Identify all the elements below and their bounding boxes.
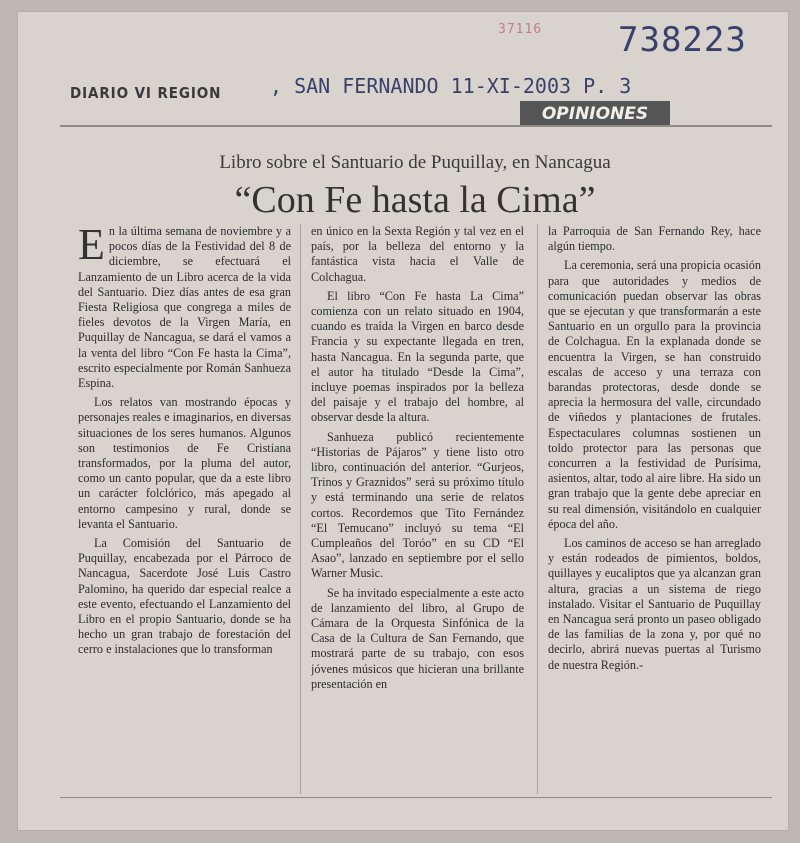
header-rule [60, 125, 772, 127]
article-column-1 [78, 224, 291, 794]
article-body [78, 224, 768, 794]
drop-cap: E [78, 224, 105, 269]
handwritten-date-page: , SAN FERNANDO 11-XI-2003 P. 3 [270, 74, 632, 98]
newspaper-name: DIARIO VI REGION [70, 84, 222, 102]
handwritten-archive-number: 738223 [618, 20, 747, 60]
paragraph: El libro “Con Fe hasta La Cima” comienza con un relato situado en 1904, cuando es traída la Virgen en barco desde Francia y su expectante llegada en tren, hasta Nancagua. En la segunda parte, que el autor ha titulado “Desde la Cima”, incluye poemas inspirados por la belleza del paisaje y el trabajo del hombre, al observar desde la altura. [311, 288, 524, 425]
paragraph: Sanhueza publicó recientemente “Historias de Pájaros” y tiene listo otro libro, continuación del anterior. “Gurjeos, Trinos y Graznidos” será su próximo título y está terminando una serie de relatos cortos. Recordemos que Tito Fernández “El Temucano” incluyó su tema “El Cumpleaños del Toróo” en su CD “El Asao”, lanzado en septiembre por el sello Warner Music. [311, 429, 524, 581]
handwritten-archive-number-small: 37116 [498, 22, 543, 37]
paragraph: en único en la Sexta Región y tal vez en el país, por la belleza del entorno y la fantástica vista hacia el Valle de Colchagua. [311, 224, 524, 284]
paragraph: Los caminos de acceso se han arreglado y están rodeados de pimientos, boldos, quillayes y eucaliptos que ya alcanzan gran altura, gracias a un sistema de riego instalado. Visitar el Santuario de Puquillay en Nancagua será pronto un paseo obligado de las familias de la zona y, por qué no decirlo, abrirá nuevas puertas al Turismo de nuestra Región.- [548, 536, 761, 672]
article-kicker: Libro sobre el Santuario de Puquillay, en Nancagua [219, 152, 611, 173]
paragraph: la Parroquia de San Fernando Rey, hace algún tiempo. [548, 224, 761, 254]
article-headline: “Con Fe hasta la Cima” [234, 179, 596, 221]
column-divider [300, 224, 301, 794]
footer-rule [60, 797, 772, 798]
article-column-3 [548, 224, 761, 794]
paragraph: En la última semana de noviembre y a pocos días de la Festividad del 8 de diciembre, se efectuará el Lanzamiento de un Libro acerca de la vida del Santuario. Diez días antes de esa gran Fiesta Religiosa que congrega a miles de fieles devotos de la Virgen María, en Puquillay de Nancagua, se dará el vamos a la venta del libro “Con Fe hasta la Cima”, escrito especialmente por Román Sanhueza Espina. [78, 224, 291, 391]
paragraph: Se ha invitado especialmente a este acto de lanzamiento del libro, al Grupo de Cámara de la Orquesta Sinfónica de la Casa de la Cultura de San Fernando, que mostrará parte de su trabajo, con esos jóvenes músicos que hicieran una brillante presentación en [311, 585, 524, 691]
article-column-2 [311, 224, 524, 794]
masthead [70, 72, 795, 112]
section-label: OPINIONES [520, 101, 670, 127]
paragraph: Los relatos van mostrando épocas y personajes reales e imaginarios, en diversas situaciones de los seres humanos. Algunos son testimonios de Fe Cristiana transformados, por la pluma del autor, como un canto popular, que da a este libro un carácter folclórico, más apegado al entorno campesino y rural, donde se levanta el Santuario. [78, 395, 291, 531]
paragraph: La ceremonia, será una propicia ocasión para que autoridades y medios de comunicación puedan observar las obras que se ejecutan y que transformarán a este Santuario en un orgullo para la provincia de Colchagua. En la explanada donde se encuentra la Virgen, se han construido escalas de acceso y una terraza con barandas protectoras, desde donde se aprecia la hermosura del valle, circundado de viñedos y plantaciones de frutales. Espectaculares columnas sostienen un toldo protector para las personas que concurren a la festividad de Purísima, asientos, altar, todo al aire libre. Ha sido un gran trabajo que la gente debe apreciar en su real dimensión, visitándolo en cualquier época del año. [548, 258, 761, 531]
paragraph: La Comisión del Santuario de Puquillay, encabezada por el Párroco de Nancagua, Sacerdote José Luis Castro Palomino, ha querido dar especial realce a este evento, efectuando el Lanzamiento del Libro en el propio Santuario, donde se ha hecho un gran trabajo de forestación del cerro e instalaciones que lo transforman [78, 536, 291, 657]
column-divider [537, 224, 538, 794]
